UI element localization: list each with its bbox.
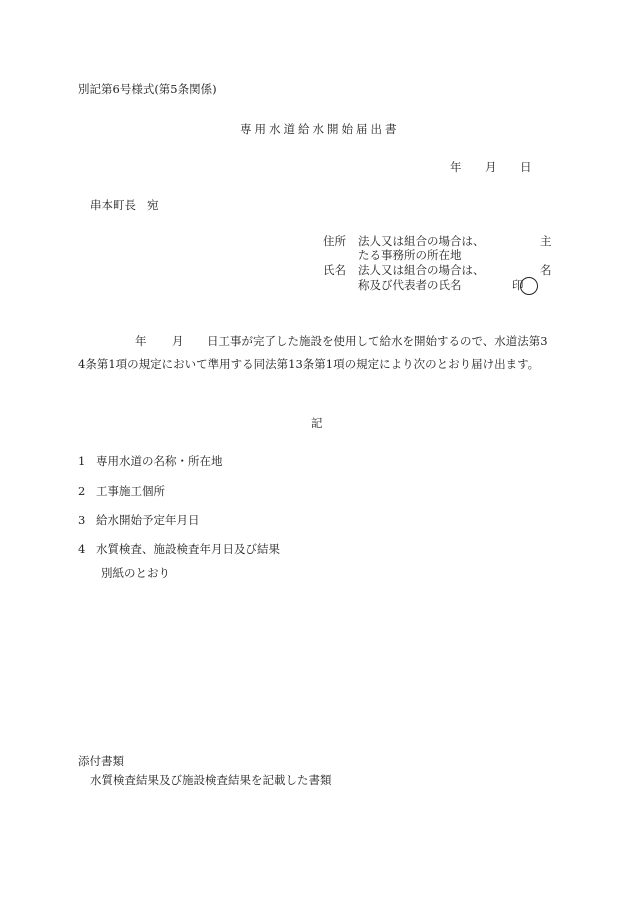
list-item [78, 515, 200, 527]
seal-circle [520, 277, 538, 295]
body-month: 月 [172, 334, 184, 348]
document-title: 専用水道給水開始届出書 [240, 122, 400, 136]
item-number: 2 [78, 484, 86, 498]
address-note-tail: 主 [540, 234, 552, 248]
address-note-line1: 法人又は組合の場合は、 [358, 234, 485, 248]
ki-heading: 記 [311, 416, 323, 430]
name-note-line1: 法人又は組合の場合は、 [358, 263, 485, 277]
body-line1: 日工事が完了した施設を使用して給水を開始するので、水道法第3 [207, 334, 548, 348]
item-number: 3 [78, 513, 86, 527]
item-text: 専用水道の名称・所在地 [96, 454, 223, 468]
body-line2: 4条第1項の規定において準用する同法第13条第1項の規定により次のとおり届け出ます。 [78, 357, 540, 371]
form-reference: 別記第6号様式(第5条関係) [78, 82, 217, 96]
date-year: 年 [450, 160, 462, 174]
item4-subtext: 別紙のとおり [101, 566, 170, 580]
item-text: 給水開始予定年月日 [96, 513, 200, 527]
addressee-honorific: 宛 [147, 198, 159, 212]
list-item [78, 544, 280, 556]
list-item [78, 456, 223, 468]
body-year: 年 [135, 334, 147, 348]
item-text: 水質検査、施設検査年月日及び結果 [96, 542, 280, 556]
seal-mark: 印 [512, 278, 524, 292]
item-text: 工事施工個所 [96, 484, 165, 498]
attachments-heading: 添付書類 [78, 754, 124, 768]
list-item [78, 486, 165, 498]
address-note-line2: たる事務所の所在地 [358, 248, 462, 262]
name-note-line2: 称及び代表者の氏名 [358, 278, 462, 292]
attachments-item: 水質検査結果及び施設検査結果を記載した書類 [90, 773, 332, 787]
date-day: 日 [520, 160, 532, 174]
addressee-name: 串本町長 [90, 198, 136, 212]
address-label: 住所 [323, 234, 346, 248]
item-number: 1 [78, 454, 86, 468]
date-month: 月 [485, 160, 497, 174]
name-note-tail: 名 [540, 263, 552, 277]
name-label: 氏名 [323, 263, 346, 277]
item-number: 4 [78, 542, 86, 556]
